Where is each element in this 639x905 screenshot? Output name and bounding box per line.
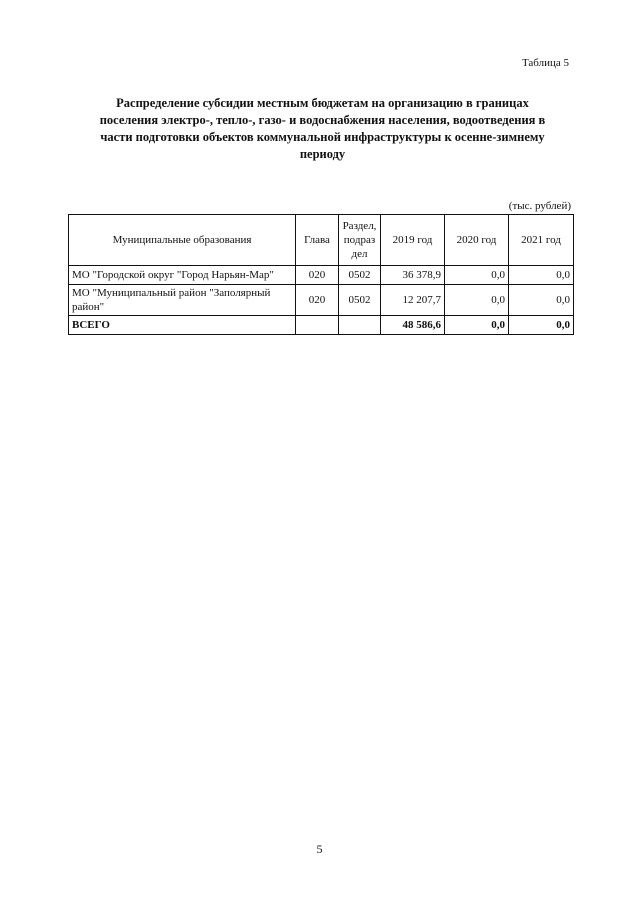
title-line-3: части подготовки объектов коммунальной инфраструктуры к осенне-зимнему: [100, 130, 545, 144]
row-2020: 0,0: [445, 285, 509, 316]
col-header-2020: 2020 год: [445, 215, 509, 266]
row-2021: 0,0: [509, 266, 574, 285]
title-line-1: Распределение субсидии местным бюджетам на организацию в границах: [116, 96, 529, 110]
table-header-row: [69, 215, 574, 266]
total-2021: 0,0: [509, 316, 574, 335]
row-name: МО "Городской округ "Город Нарьян-Мар": [69, 266, 296, 285]
col-header-2019: 2019 год: [381, 215, 445, 266]
total-row: [69, 316, 574, 335]
col-header-name: Муниципальные образования: [69, 215, 296, 266]
table-row: [69, 266, 574, 285]
table-row: [69, 285, 574, 316]
col-header-2021: 2021 год: [509, 215, 574, 266]
col-header-glava: Глава: [296, 215, 339, 266]
row-2020: 0,0: [445, 266, 509, 285]
title-line-2: поселения электро-, тепло-, газо- и водоснабжения населения, водоотведения в: [99, 113, 546, 127]
units-label: (тыс. рублей): [508, 200, 571, 212]
row-name: МО "Муниципальный район "Заполярный район": [69, 285, 296, 316]
row-2019: 36 378,9: [381, 266, 445, 285]
row-razdel: 0502: [339, 285, 381, 316]
row-glava: 020: [296, 285, 339, 316]
document-title: [70, 95, 575, 163]
row-2021: 0,0: [509, 285, 574, 316]
page-number: 5: [316, 842, 323, 856]
row-2019: 12 207,7: [381, 285, 445, 316]
title-line-4: периоду: [299, 147, 346, 161]
total-glava: [296, 316, 339, 335]
table-number-label: Таблица 5: [521, 57, 569, 69]
subsidy-table: [68, 214, 574, 335]
total-2020: 0,0: [445, 316, 509, 335]
row-razdel: 0502: [339, 266, 381, 285]
total-2019: 48 586,6: [381, 316, 445, 335]
col-header-razdel: Раздел, подраз дел: [339, 215, 381, 266]
row-glava: 020: [296, 266, 339, 285]
total-label: ВСЕГО: [69, 316, 296, 335]
total-razdel: [339, 316, 381, 335]
